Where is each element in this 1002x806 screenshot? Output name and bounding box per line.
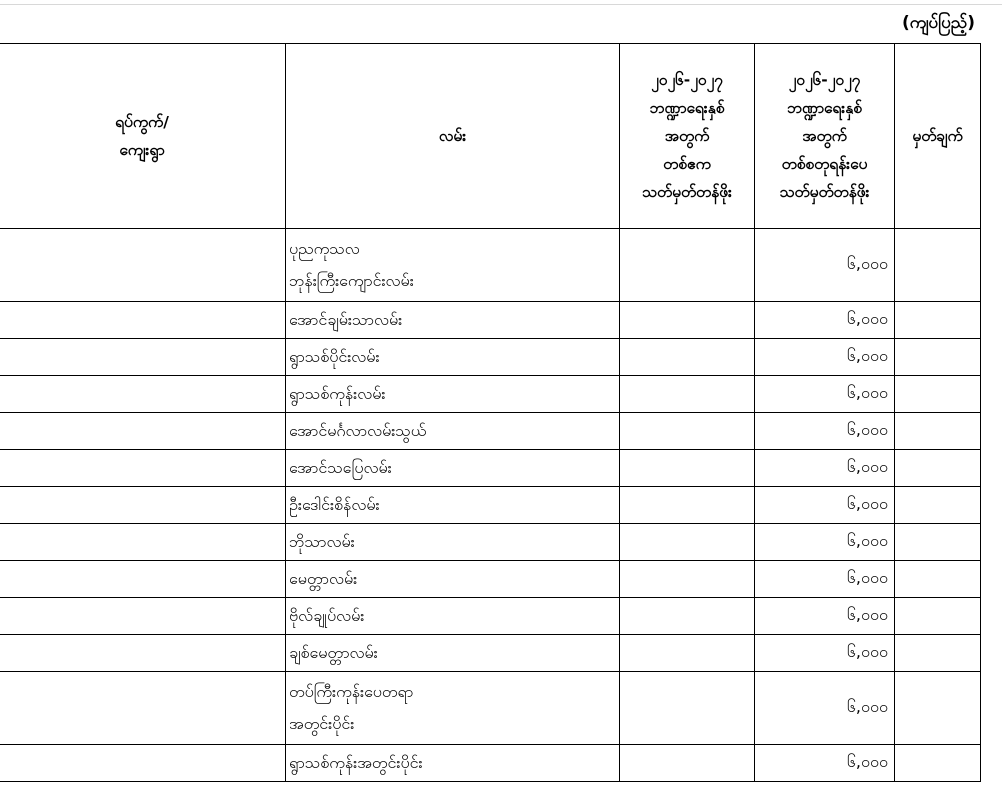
ward-cell (0, 229, 286, 302)
acre-value-cell (620, 302, 755, 339)
street-cell: ဘိုသာလမ်း (286, 524, 620, 561)
table-row (0, 561, 981, 598)
acre-value-cell (620, 635, 755, 672)
header-remarks: မှတ်ချက် (895, 44, 981, 229)
sqft-value-cell: ၆,၀၀၀ (755, 635, 895, 672)
table-row (0, 339, 981, 376)
sqft-value-cell: ၆,၀၀၀ (755, 302, 895, 339)
table-row (0, 635, 981, 672)
ward-cell (0, 524, 286, 561)
table-row (0, 302, 981, 339)
header-ward-village: ရပ်ကွက်/ ကျေးရွာ (0, 44, 286, 229)
remarks-cell (895, 450, 981, 487)
sqft-value-cell: ၆,၀၀၀ (755, 524, 895, 561)
remarks-cell (895, 635, 981, 672)
street-cell: တပ်ကြီးကုန်းပေတရာ အတွင်းပိုင်း (286, 672, 620, 745)
street-cell: ပုညကုသလ ဘုန်းကြီးကျောင်းလမ်း (286, 229, 620, 302)
sqft-value-cell: ၆,၀၀၀ (755, 745, 895, 782)
remarks-cell (895, 561, 981, 598)
ward-cell (0, 487, 286, 524)
table-row (0, 672, 981, 745)
remarks-cell (895, 339, 981, 376)
sqft-value-cell: ၆,၀၀၀ (755, 339, 895, 376)
acre-value-cell (620, 487, 755, 524)
ward-cell (0, 302, 286, 339)
table-row (0, 524, 981, 561)
remarks-cell (895, 302, 981, 339)
ward-cell (0, 450, 286, 487)
street-cell: ဦးဒေါင်းစိန်လမ်း (286, 487, 620, 524)
acre-value-cell (620, 450, 755, 487)
sqft-value-cell: ၆,၀၀၀ (755, 561, 895, 598)
acre-value-cell (620, 745, 755, 782)
ward-cell (0, 376, 286, 413)
acre-value-cell (620, 413, 755, 450)
acre-value-cell (620, 376, 755, 413)
sqft-value-cell: ၆,၀၀၀ (755, 487, 895, 524)
sqft-value-cell: ၆,၀၀၀ (755, 376, 895, 413)
acre-value-cell (620, 598, 755, 635)
ward-cell (0, 413, 286, 450)
table-row (0, 450, 981, 487)
ward-cell (0, 598, 286, 635)
street-cell: မေတ္တာလမ်း (286, 561, 620, 598)
remarks-cell (895, 524, 981, 561)
street-cell: ရွာသစ်ကုန်းလမ်း (286, 376, 620, 413)
street-cell: ရွာသစ်ပိုင်းလမ်း (286, 339, 620, 376)
acre-value-cell (620, 561, 755, 598)
table-row (0, 598, 981, 635)
ward-cell (0, 672, 286, 745)
ward-cell (0, 745, 286, 782)
remarks-cell (895, 672, 981, 745)
street-cell: ဗိုလ်ချုပ်လမ်း (286, 598, 620, 635)
table-row (0, 229, 981, 302)
ward-cell (0, 339, 286, 376)
unit-label: (ကျပ်ပြည့်) (901, 13, 975, 33)
street-cell: ချစ်မေတ္တာလမ်း (286, 635, 620, 672)
table-row (0, 413, 981, 450)
street-cell: အောင်သပြေလမ်း (286, 450, 620, 487)
sqft-value-cell: ၆,၀၀၀ (755, 229, 895, 302)
sqft-value-cell: ၆,၀၀၀ (755, 672, 895, 745)
table-row (0, 376, 981, 413)
acre-value-cell (620, 229, 755, 302)
top-border-line (0, 4, 1002, 5)
header-value-per-acre: ၂၀၂၆-၂၀၂၇ ဘဏ္ဍာရေးနှစ် အတွက် တစ်ဧက သတ်မှတ်တန်ဖိုး (620, 44, 755, 229)
sqft-value-cell: ၆,၀၀၀ (755, 413, 895, 450)
acre-value-cell (620, 672, 755, 745)
ward-cell (0, 561, 286, 598)
remarks-cell (895, 745, 981, 782)
remarks-cell (895, 376, 981, 413)
header-value-per-sqft: ၂၀၂၆-၂၀၂၇ ဘဏ္ဍာရေးနှစ် အတွက် တစ်စတုရန်းပေ သတ်မှတ်တန်ဖိုး (755, 44, 895, 229)
header-street: လမ်း (286, 44, 620, 229)
remarks-cell (895, 487, 981, 524)
acre-value-cell (620, 524, 755, 561)
header-row (0, 44, 981, 229)
sqft-value-cell: ၆,၀၀၀ (755, 598, 895, 635)
acre-value-cell (620, 339, 755, 376)
street-cell: အောင်မင်္ဂလာလမ်းသွယ် (286, 413, 620, 450)
street-cell: ရွာသစ်ကုန်းအတွင်းပိုင်း (286, 745, 620, 782)
street-cell: အောင်ချမ်းသာလမ်း (286, 302, 620, 339)
sqft-value-cell: ၆,၀၀၀ (755, 450, 895, 487)
remarks-cell (895, 413, 981, 450)
land-value-table (0, 43, 981, 782)
remarks-cell (895, 229, 981, 302)
table-row (0, 745, 981, 782)
table-row (0, 487, 981, 524)
remarks-cell (895, 598, 981, 635)
ward-cell (0, 635, 286, 672)
